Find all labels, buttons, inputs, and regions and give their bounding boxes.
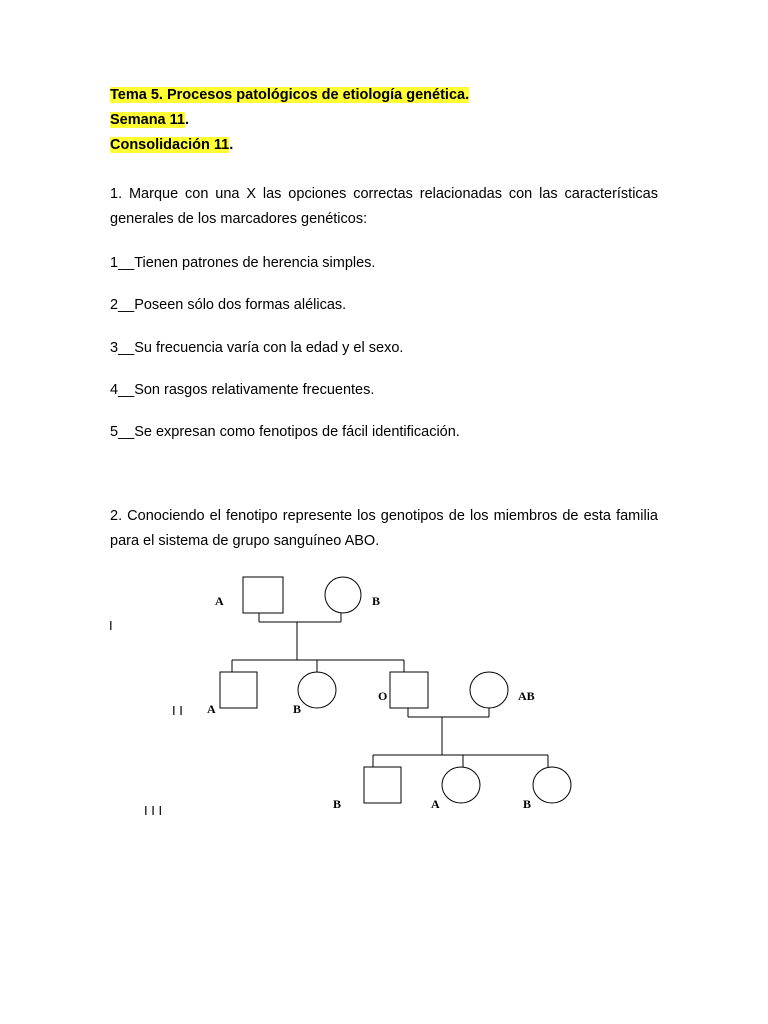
gen3-daughter1-label: A (431, 797, 440, 811)
gen3-son-label: B (333, 797, 342, 811)
gen2-spouse-circle (470, 672, 508, 708)
generation-2-label: I I (172, 703, 183, 718)
gen2-spouse-label: AB (518, 689, 535, 703)
gen3-son-square (364, 767, 401, 803)
gen2-son2-square (390, 672, 428, 708)
gen2-son1-square (220, 672, 257, 708)
question-1-option-4: 4__Son rasgos relativamente frecuentes. (110, 382, 375, 398)
question-1-option-5: 5__Se expresan como fenotipos de fácil identificación. (110, 424, 460, 440)
gen1-mother-circle (325, 577, 361, 613)
week-title-text: Semana 11 (110, 112, 185, 128)
gen1-father-label: A (215, 594, 224, 608)
generation-3-label: I I I (144, 803, 163, 818)
question-1-option-2: 2__Poseen sólo dos formas alélicas. (110, 297, 347, 313)
topic-title-text: Tema 5. Procesos patológicos de etiología genética. (110, 87, 470, 103)
gen1-father-square (243, 577, 283, 613)
gen3-daughter1-circle (442, 767, 480, 803)
gen2-daughter-circle (298, 672, 336, 708)
gen2-son1-label: A (207, 702, 216, 716)
gen2-son2-label: O (378, 689, 388, 703)
gen3-daughter2-circle (533, 767, 571, 803)
week-title-suffix: . (184, 112, 190, 128)
consolidation-title-text: Consolidación 11 (110, 137, 230, 153)
question-1-option-3: 3__Su frecuencia varía con la edad y el sexo. (110, 340, 404, 356)
consolidation-title-suffix: . (229, 137, 234, 153)
question-1-prompt: 1. Marque con una X las opciones correctas relacionadas con las características generales de los marcadores genéticos: (110, 186, 658, 227)
question-1-option-1: 1__Tienen patrones de herencia simples. (110, 255, 376, 271)
generation-1-label: I (109, 618, 113, 633)
question-2-prompt: 2. Conociendo el fenotipo represente los genotipos de los miembros de esta familia para el sistema de grupo sanguíneo ABO. (110, 508, 658, 549)
gen2-daughter-label: B (293, 702, 302, 716)
gen1-mother-label: B (372, 594, 381, 608)
gen3-daughter2-label: B (523, 797, 532, 811)
